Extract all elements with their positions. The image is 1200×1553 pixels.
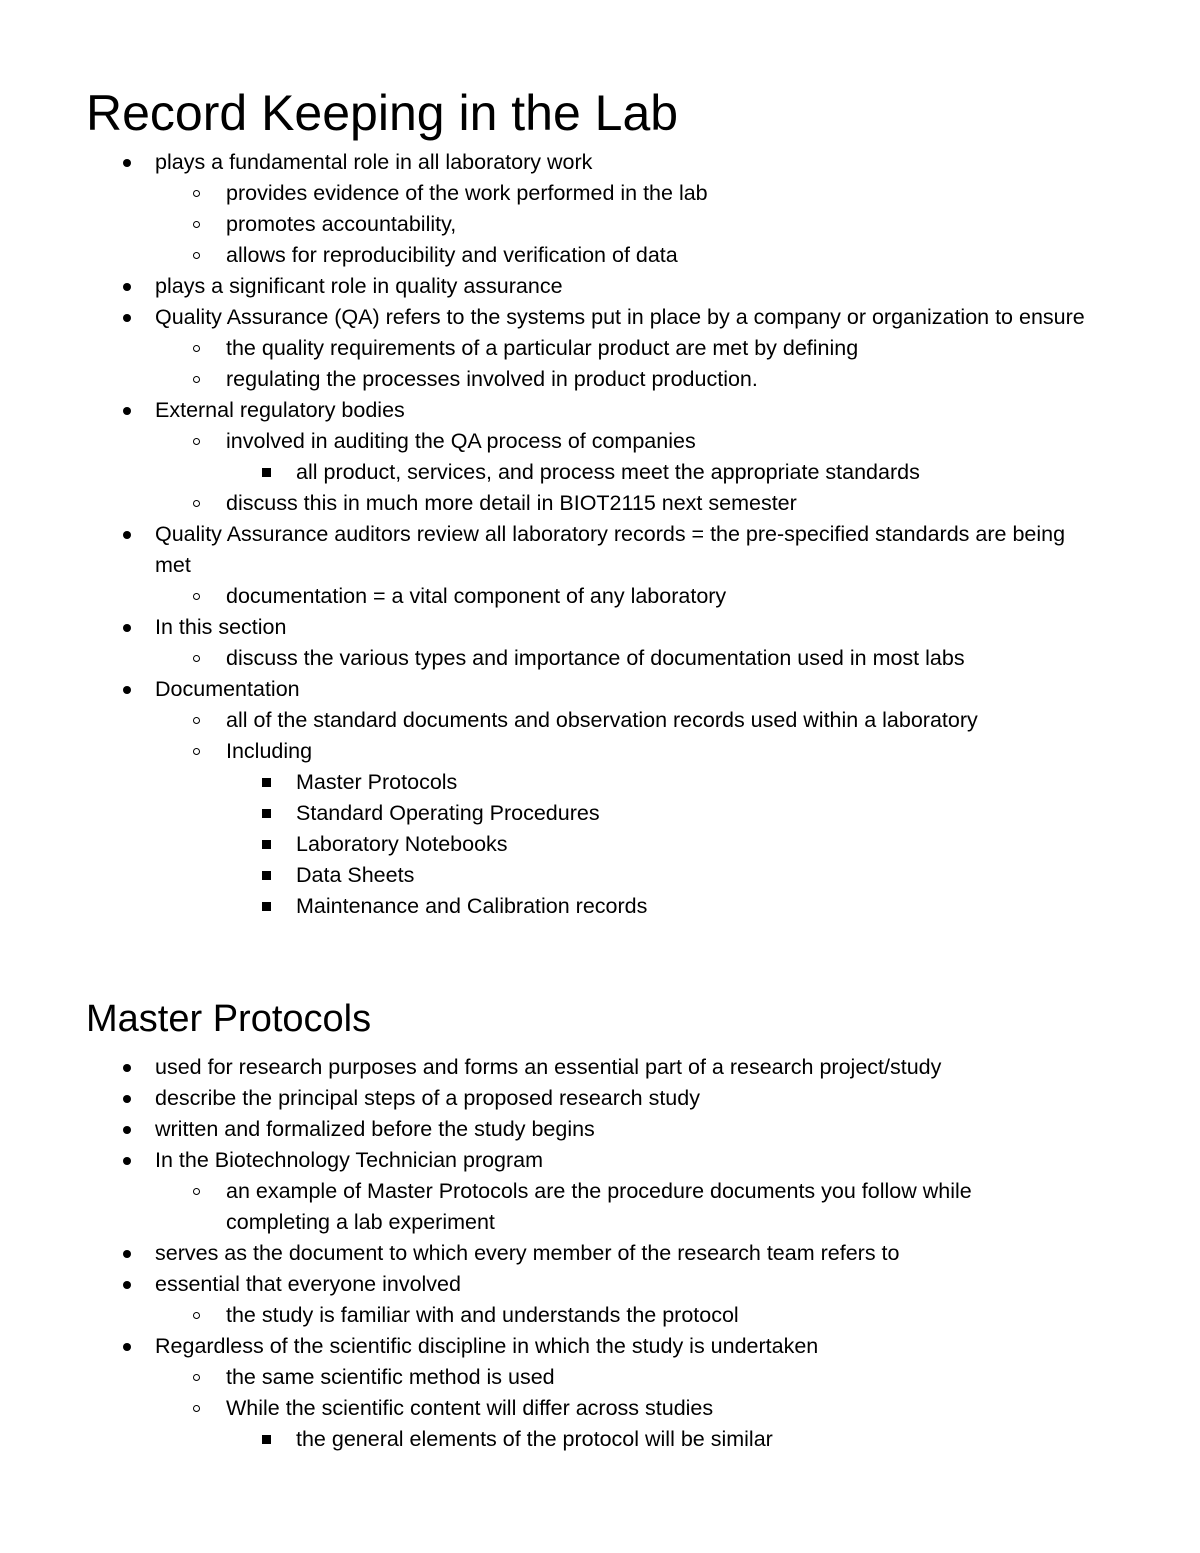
list-item (0, 829, 1200, 860)
list-item (0, 860, 1200, 891)
list-item-text: In the Biotechnology Technician program (155, 1148, 544, 1172)
section-title-record-keeping: Record Keeping in the Lab (86, 85, 679, 141)
list-item-text: all of the standard documents and observation records used within a laboratory (226, 708, 978, 732)
list-item-text: Laboratory Notebooks (296, 832, 508, 856)
circle-bullet-icon (193, 1176, 200, 1207)
circle-bullet-icon (193, 178, 200, 209)
circle-bullet-icon (193, 209, 200, 240)
list-item-text: essential that everyone involved (155, 1272, 461, 1296)
record-keeping-outline (0, 147, 1200, 922)
list-item (0, 1393, 1200, 1424)
list-item (0, 457, 1200, 488)
square-bullet-icon (262, 860, 271, 891)
disc-bullet-icon (123, 612, 131, 643)
circle-bullet-icon (193, 581, 200, 612)
list-item (0, 271, 1200, 302)
circle-bullet-icon (193, 240, 200, 271)
list-item (0, 767, 1200, 798)
list-item (0, 519, 1200, 581)
list-item-text: all product, services, and process meet the appropriate standards (296, 460, 920, 484)
list-item-text: discuss this in much more detail in BIOT2115 next semester (226, 491, 797, 515)
disc-bullet-icon (123, 519, 131, 550)
list-item-text: Regardless of the scientific discipline in which the study is undertaken (155, 1334, 819, 1358)
disc-bullet-icon (123, 302, 131, 333)
list-item-text: an example of Master Protocols are the procedure documents you follow while completing a lab experiment (226, 1179, 972, 1234)
disc-bullet-icon (123, 1331, 131, 1362)
list-item (0, 1052, 1200, 1083)
list-item-text: Master Protocols (296, 770, 458, 794)
square-bullet-icon (262, 457, 271, 488)
list-item (0, 705, 1200, 736)
list-item-text: involved in auditing the QA process of companies (226, 429, 696, 453)
list-item-text: While the scientific content will differ across studies (226, 1396, 714, 1420)
list-item-text: the general elements of the protocol will be similar (296, 1427, 773, 1451)
list-item (0, 426, 1200, 457)
section-title-master-protocols: Master Protocols (86, 998, 372, 1040)
list-item (0, 1083, 1200, 1114)
list-item-text: regulating the processes involved in product production. (226, 367, 758, 391)
list-item (0, 333, 1200, 364)
list-item-text: used for research purposes and forms an essential part of a research project/study (155, 1055, 942, 1079)
list-item-text: discuss the various types and importance of documentation used in most labs (226, 646, 965, 670)
list-item-text: documentation = a vital component of any laboratory (226, 584, 727, 608)
circle-bullet-icon (193, 1300, 200, 1331)
list-item-text: promotes accountability, (226, 212, 457, 236)
list-item (0, 1424, 1200, 1455)
square-bullet-icon (262, 767, 271, 798)
circle-bullet-icon (193, 1362, 200, 1393)
list-item (0, 643, 1200, 674)
circle-bullet-icon (193, 1393, 200, 1424)
list-item-text: plays a significant role in quality assurance (155, 274, 563, 298)
disc-bullet-icon (123, 674, 131, 705)
circle-bullet-icon (193, 643, 200, 674)
square-bullet-icon (262, 829, 271, 860)
list-item (0, 612, 1200, 643)
disc-bullet-icon (123, 395, 131, 426)
list-item-text: the study is familiar with and understands the protocol (226, 1303, 739, 1327)
disc-bullet-icon (123, 271, 131, 302)
list-item (0, 581, 1200, 612)
list-item (0, 178, 1200, 209)
list-item (0, 209, 1200, 240)
list-item (0, 674, 1200, 705)
circle-bullet-icon (193, 705, 200, 736)
list-item (0, 1238, 1200, 1269)
list-item-text: written and formalized before the study begins (155, 1117, 595, 1141)
circle-bullet-icon (193, 488, 200, 519)
list-item-text: External regulatory bodies (155, 398, 405, 422)
list-item (0, 1114, 1200, 1145)
list-item-text: Standard Operating Procedures (296, 801, 600, 825)
list-item (0, 1331, 1200, 1362)
list-item-text: Data Sheets (296, 863, 415, 887)
list-item (0, 395, 1200, 426)
disc-bullet-icon (123, 1083, 131, 1114)
circle-bullet-icon (193, 426, 200, 457)
list-item (0, 1362, 1200, 1393)
list-item (0, 364, 1200, 395)
list-item (0, 240, 1200, 271)
list-item (0, 1300, 1200, 1331)
list-item-text: serves as the document to which every member of the research team refers to (155, 1241, 900, 1265)
list-item (0, 891, 1200, 922)
circle-bullet-icon (193, 364, 200, 395)
master-protocols-outline (0, 1052, 1200, 1455)
list-item (0, 736, 1200, 767)
list-item-text: Maintenance and Calibration records (296, 894, 648, 918)
list-item-text: Quality Assurance auditors review all laboratory records = the pre-specified standards are being met (155, 522, 1066, 577)
circle-bullet-icon (193, 736, 200, 767)
circle-bullet-icon (193, 333, 200, 364)
list-item-text: the quality requirements of a particular product are met by defining (226, 336, 859, 360)
list-item-text: plays a fundamental role in all laboratory work (155, 150, 593, 174)
list-item-text: allows for reproducibility and verification of data (226, 243, 678, 267)
list-item-text: the same scientific method is used (226, 1365, 555, 1389)
list-item-text: provides evidence of the work performed in the lab (226, 181, 708, 205)
disc-bullet-icon (123, 1052, 131, 1083)
list-item (0, 147, 1200, 178)
list-item-text: Including (226, 739, 313, 763)
list-item (0, 488, 1200, 519)
square-bullet-icon (262, 891, 271, 922)
disc-bullet-icon (123, 1114, 131, 1145)
list-item-text: In this section (155, 615, 287, 639)
list-item-text: Documentation (155, 677, 300, 701)
disc-bullet-icon (123, 147, 131, 178)
list-item (0, 1269, 1200, 1300)
square-bullet-icon (262, 798, 271, 829)
square-bullet-icon (262, 1424, 271, 1455)
disc-bullet-icon (123, 1238, 131, 1269)
disc-bullet-icon (123, 1145, 131, 1176)
list-item (0, 302, 1200, 333)
list-item (0, 1145, 1200, 1176)
list-item-text: Quality Assurance (QA) refers to the systems put in place by a company or organization to ensure (155, 305, 1085, 329)
list-item-text: describe the principal steps of a proposed research study (155, 1086, 700, 1110)
disc-bullet-icon (123, 1269, 131, 1300)
list-item (0, 1176, 1200, 1238)
list-item (0, 798, 1200, 829)
